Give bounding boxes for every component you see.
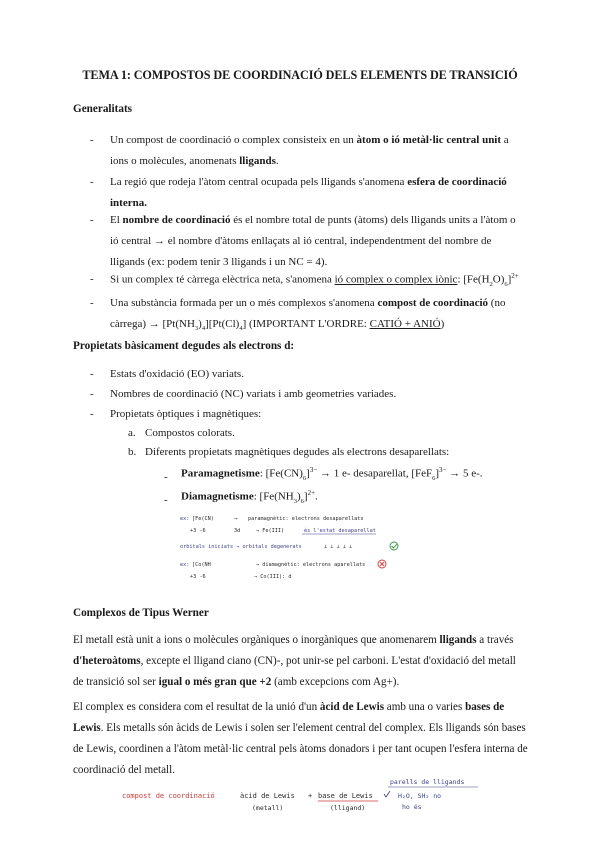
bullet-dash: -	[90, 368, 94, 380]
note-desaparellat: és l'estat desaparellat	[304, 528, 376, 534]
section-heading-propietats: Propietats bàsicament degudes als electrons d:	[73, 340, 295, 352]
bullet-io-complex: Si un complex té càrrega elèctrica neta, s'anomena ió complex o complex iònic: $[Fe(H_2O)_6]^{2+}$	[110, 272, 519, 288]
note-paramagnetic-desc: paramagnètic: electrons desaparellats	[248, 516, 364, 522]
bullet-estats-oxidacio: Estats d'oxidació (EO) variats.	[110, 368, 244, 380]
note-co-iii: → Co(III): d	[254, 574, 292, 580]
bullet-dash: -	[164, 471, 168, 483]
bullet-dash: -	[90, 214, 94, 226]
bullet-propietats-optiques: Propietats òptiques i magnètiques:	[110, 408, 262, 420]
note-lligand: (lligand)	[330, 804, 366, 812]
note-arrow: ⟶	[234, 516, 238, 522]
page-title: TEMA 1: COMPOSTOS DE COORDINACIÓ DELS ELEMENTS DE TRANSICIÓ	[82, 68, 518, 82]
bullet-esfera-coordinacio: La regió que rodeja l'àtom central ocupada pels lligands s'anomena esfera de coordinació interna.	[110, 176, 507, 209]
bullet-nombre-coordinacio: El nombre de coordinació és el nombre total de punts (àtoms) dels lligands units a l'àtom o ió central → el nombre d'àtoms enllaçats al ió central, independentment del nombre de lligands (ex: podem tenir 3 lligands i un NC = 4).	[110, 214, 516, 268]
list-letter-b: b.	[128, 446, 137, 458]
note-h2o: H₂O, SH₂ no	[398, 792, 442, 800]
note-diamagnetic-desc: → diamagnètic: electrons aparellats	[256, 562, 366, 568]
note-compost-coordinacio: compost de coordinació	[122, 792, 215, 800]
section-heading-werner: Complexos de Tipus Werner	[73, 607, 209, 619]
diamagnetisme-line: Diamagnetisme: $[Fe(NH_3)_6]^{2+}$.	[181, 489, 318, 505]
werner-paragraph-2: El complex es considera com el resultat de la unió d'un àcid de Lewis amb una o varies bases de Lewis. Els metalls són àcids de Lewis i solen ser l'element central del complex. Els lligands són bases de Lewis, coordinen a l'àtom metàl·lic central pels àtoms donadors i per tant ocupen l'esfera interna de coordinació del metall.	[73, 701, 528, 776]
bullet-compost-coordinacio: Una substància formada per un o més complexos s'anomena compost de coordinació (no càrrega) → $[Pt(NH_3)_4][Pt(Cl)_4]$ (IMPORTANT L'ORDRE: CATIÓ + ANIÓ)	[110, 297, 506, 333]
list-letter-a: a.	[128, 427, 136, 439]
note-ex2-label: ex:	[180, 562, 190, 568]
werner-paragraph-1: El metall està unit a ions o molècules orgàniques o inorgàniques que anomenarem lligands a través d'heteroàtoms, excepte el lligand ciano (CN)-, pot unir-se pel carboni. L'estat d'oxidació del metall de transició sol ser igual o més gran que +2 (amb excepcions com Ag+).	[73, 634, 516, 688]
handwritten-lewis-annotation	[118, 776, 498, 820]
bullet-dash: -	[90, 176, 94, 188]
note-orbital-boxes: ⊥ ⊥ ⊥ ⊥ ⊥	[324, 544, 353, 550]
green-check-icon	[390, 542, 398, 550]
bullet-dash: -	[90, 388, 94, 400]
note-ho-es: ho és	[402, 803, 422, 811]
paramagnetisme-line: Paramagnetisme: $[Fe(CN)_6]^{3-} \to 1$ e- desaparellat, $[FeF_6]^{3-} \to 5$ e-.	[181, 466, 483, 482]
bullet-dash: -	[90, 134, 94, 146]
bullet-dash: -	[164, 494, 168, 506]
bullet-dash: -	[90, 408, 94, 420]
note-formula-co: [Co(NH	[192, 562, 211, 568]
note-config: 3d	[234, 528, 241, 534]
note-base-lewis: base de Lewis	[318, 792, 373, 800]
check-icon	[384, 791, 390, 797]
note-acid-lewis: àcid de Lewis	[240, 792, 295, 800]
bullet-nombres-coordinacio: Nombres de coordinació (NC) variats i amb geometries variades.	[110, 388, 397, 400]
note-metall: (metall)	[252, 804, 284, 812]
note-plus: +	[308, 792, 313, 800]
list-item-compostos-colorats: Compostos colorats.	[145, 427, 235, 439]
handwritten-notes-figure	[176, 510, 436, 582]
bullet-dash: -	[90, 297, 94, 309]
section-heading-generalitats: Generalitats	[73, 103, 133, 115]
note-oxidation: +3 -6	[190, 528, 206, 534]
list-item-propietats-magnetiques: Diferents propietats magnètiques degudes als electrons desaparellats:	[145, 446, 450, 458]
bullet-dash: -	[90, 273, 94, 285]
note-ex-label: ex:	[180, 516, 190, 522]
note-formula-fe-cn: [Fe(CN)	[192, 516, 214, 522]
note-fe-iii: → Fe(III)	[256, 528, 285, 534]
note-parells: parells de lligands	[390, 778, 465, 786]
note-oxidation2: +3 -6	[190, 574, 206, 580]
bullet-compost-definition: Un compost de coordinació o complex consisteix en un àtom o ió metàl·lic central unit a ions o molècules, anomenats lligands.	[110, 134, 509, 167]
note-orbitals: orbitals iniciats → orbitals degenerats	[180, 544, 302, 550]
